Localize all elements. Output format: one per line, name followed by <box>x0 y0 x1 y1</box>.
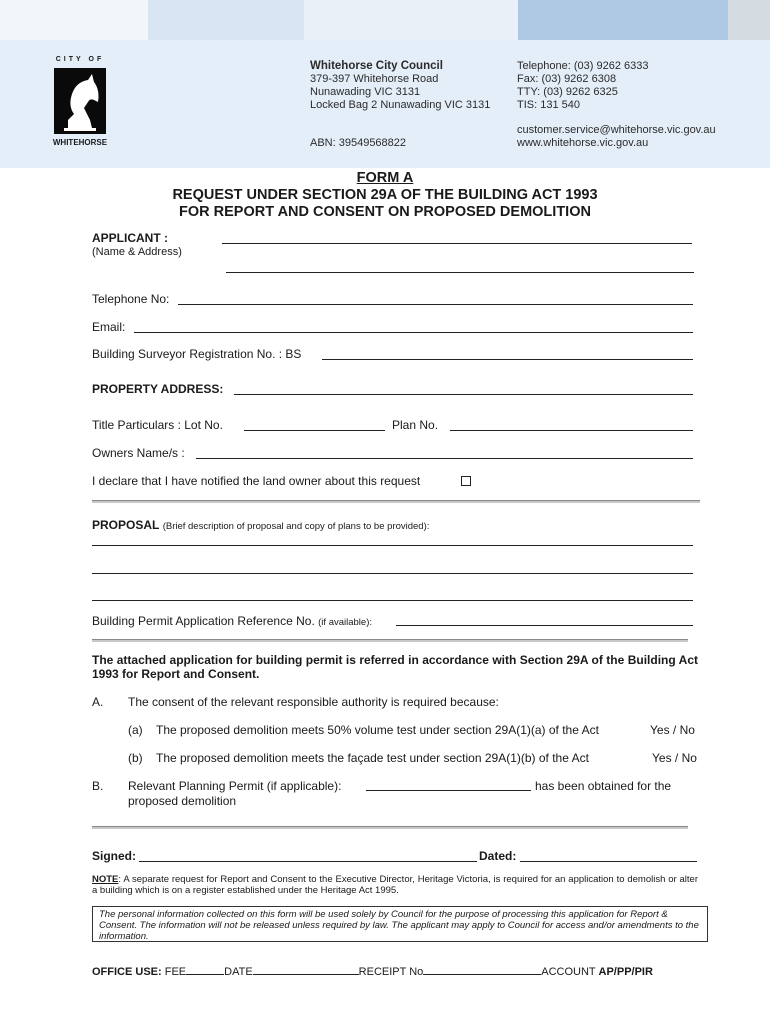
signed-label: Signed: <box>92 849 136 863</box>
receipt-field[interactable] <box>423 974 541 975</box>
decor-tile <box>148 0 304 40</box>
surveyor-field[interactable] <box>322 359 693 360</box>
council-logo <box>48 56 112 152</box>
proposal-line-2[interactable] <box>92 573 693 574</box>
facade-test-choice[interactable]: Yes / No <box>652 751 697 765</box>
date-label: DATE <box>224 966 253 978</box>
form-title-line2: FOR REPORT AND CONSENT ON PROPOSED DEMOLITION <box>179 204 591 220</box>
tty: TTY: (03) 9262 6325 <box>517 86 618 98</box>
item-a2-text: The proposed demolition meets the façade test under section 29A(1)(b) of the Act <box>156 751 589 765</box>
owners-field[interactable] <box>196 458 693 459</box>
email-field[interactable] <box>134 332 693 333</box>
telephone-field[interactable] <box>178 304 693 305</box>
permit-ref-sublabel: (if available): <box>318 617 372 628</box>
decor-tile <box>728 0 770 40</box>
dated-label: Dated: <box>479 849 517 863</box>
permit-ref-field[interactable] <box>396 625 693 626</box>
item-a2-marker: (b) <box>128 751 143 765</box>
email-label: Email: <box>92 320 126 334</box>
item-b-text: Relevant Planning Permit (if applicable): <box>128 779 342 793</box>
fee-label: FEE <box>164 966 187 978</box>
receipt-label: RECEIPT No <box>358 966 424 978</box>
lot-number-field[interactable] <box>244 430 385 431</box>
property-address-field[interactable] <box>234 394 693 395</box>
proposal-label: PROPOSAL <box>92 518 160 532</box>
declare-checkbox[interactable] <box>461 476 471 486</box>
address-line: Locked Bag 2 Nunawading VIC 3131 <box>310 99 491 111</box>
fee-field[interactable] <box>186 974 224 975</box>
council-name: Whitehorse City Council <box>310 60 443 72</box>
heritage-note <box>92 874 698 896</box>
permit-ref-label: Building Permit Application Reference No. <box>92 614 315 628</box>
website: www.whitehorse.vic.gov.au <box>517 137 649 149</box>
privacy-notice <box>92 906 708 942</box>
telephone: Telephone: (03) 9262 6333 <box>517 60 649 72</box>
tis: TIS: 131 540 <box>517 99 580 111</box>
decor-tile <box>304 0 518 40</box>
plan-number-field[interactable] <box>450 430 693 431</box>
knight-icon <box>54 68 106 134</box>
office-use-label: OFFICE USE: <box>92 966 162 978</box>
section-divider <box>92 826 688 829</box>
signature-field[interactable] <box>139 861 477 862</box>
proposal-line-3[interactable] <box>92 600 693 601</box>
account-codes: AP/PP/PIR <box>598 966 653 978</box>
office-use-row <box>92 966 653 979</box>
applicant-address-field[interactable] <box>226 272 694 273</box>
permit-ref-heading <box>92 614 372 630</box>
logo-text-top: CITY OF <box>55 56 105 63</box>
volume-test-choice[interactable]: Yes / No <box>650 723 695 737</box>
applicant-sublabel: (Name & Address) <box>92 246 182 258</box>
surveyor-label: Building Surveyor Registration No. : BS <box>92 347 302 361</box>
email-address: customer.service@whitehorse.vic.gov.au <box>517 124 716 136</box>
item-b-line2: proposed demolition <box>128 794 237 808</box>
note-label: NOTE <box>92 874 119 885</box>
referral-statement: The attached application for building permit is referred in accordance with Section 29A of the Building Act 1993 for Report and Consent. <box>92 653 698 681</box>
privacy-text: The personal information collected on this form will be used solely by Council for the purpose of processing this application for Report & Consent. The information will not be released unless required by law. The applicant may apply to Council for access and/or amendments to the information. <box>99 909 699 942</box>
item-b-suffix: has been obtained for the <box>535 779 672 793</box>
declare-label: I declare that I have notified the land owner about this request <box>92 474 421 488</box>
item-b-marker: B. <box>92 779 104 793</box>
item-a1-marker: (a) <box>128 723 143 737</box>
date-field[interactable] <box>520 861 697 862</box>
address-line: Nunawading VIC 3131 <box>310 86 421 98</box>
section-divider <box>92 500 700 503</box>
form-label: FORM A <box>356 170 414 186</box>
office-date-field[interactable] <box>253 974 359 975</box>
abn: ABN: 39549568822 <box>310 137 407 149</box>
address-line: 379-397 Whitehorse Road <box>310 73 439 85</box>
council-web <box>517 124 716 150</box>
item-a-text: The consent of the relevant responsible authority is required because: <box>128 695 499 709</box>
title-particulars-label: Title Particulars : Lot No. <box>92 418 223 432</box>
council-address <box>310 60 490 112</box>
plan-number-label: Plan No. <box>392 418 439 432</box>
owners-label: Owners Name/s : <box>92 446 185 460</box>
property-address-label: PROPERTY ADDRESS: <box>92 382 224 396</box>
section-divider <box>92 639 688 642</box>
decor-tile <box>0 0 148 40</box>
item-a1-text: The proposed demolition meets 50% volume test under section 29A(1)(a) of the Act <box>156 723 599 737</box>
planning-permit-field[interactable] <box>366 790 531 791</box>
account-label: ACCOUNT <box>541 966 596 978</box>
note-text: : A separate request for Report and Consent to the Executive Director, Heritage Victoria, is required for an application to demolish or alter a building which is on a register established under the Heritage Act 1995. <box>92 874 698 896</box>
applicant-name-field[interactable] <box>222 243 692 244</box>
item-a-marker: A. <box>92 695 104 709</box>
proposal-sublabel: (Brief description of proposal and copy of plans to be provided): <box>162 521 430 532</box>
telephone-label: Telephone No: <box>92 292 170 306</box>
council-contacts <box>517 60 649 112</box>
fax: Fax: (03) 9262 6308 <box>517 73 617 85</box>
logo-text-bottom: WHITEHORSE <box>52 138 108 147</box>
proposal-heading <box>92 518 429 534</box>
applicant-label: APPLICANT : <box>92 231 168 245</box>
proposal-line-1[interactable] <box>92 545 693 546</box>
decor-tile <box>518 0 728 40</box>
form-title-line1: REQUEST UNDER SECTION 29A OF THE BUILDING ACT 1993 <box>172 187 598 203</box>
